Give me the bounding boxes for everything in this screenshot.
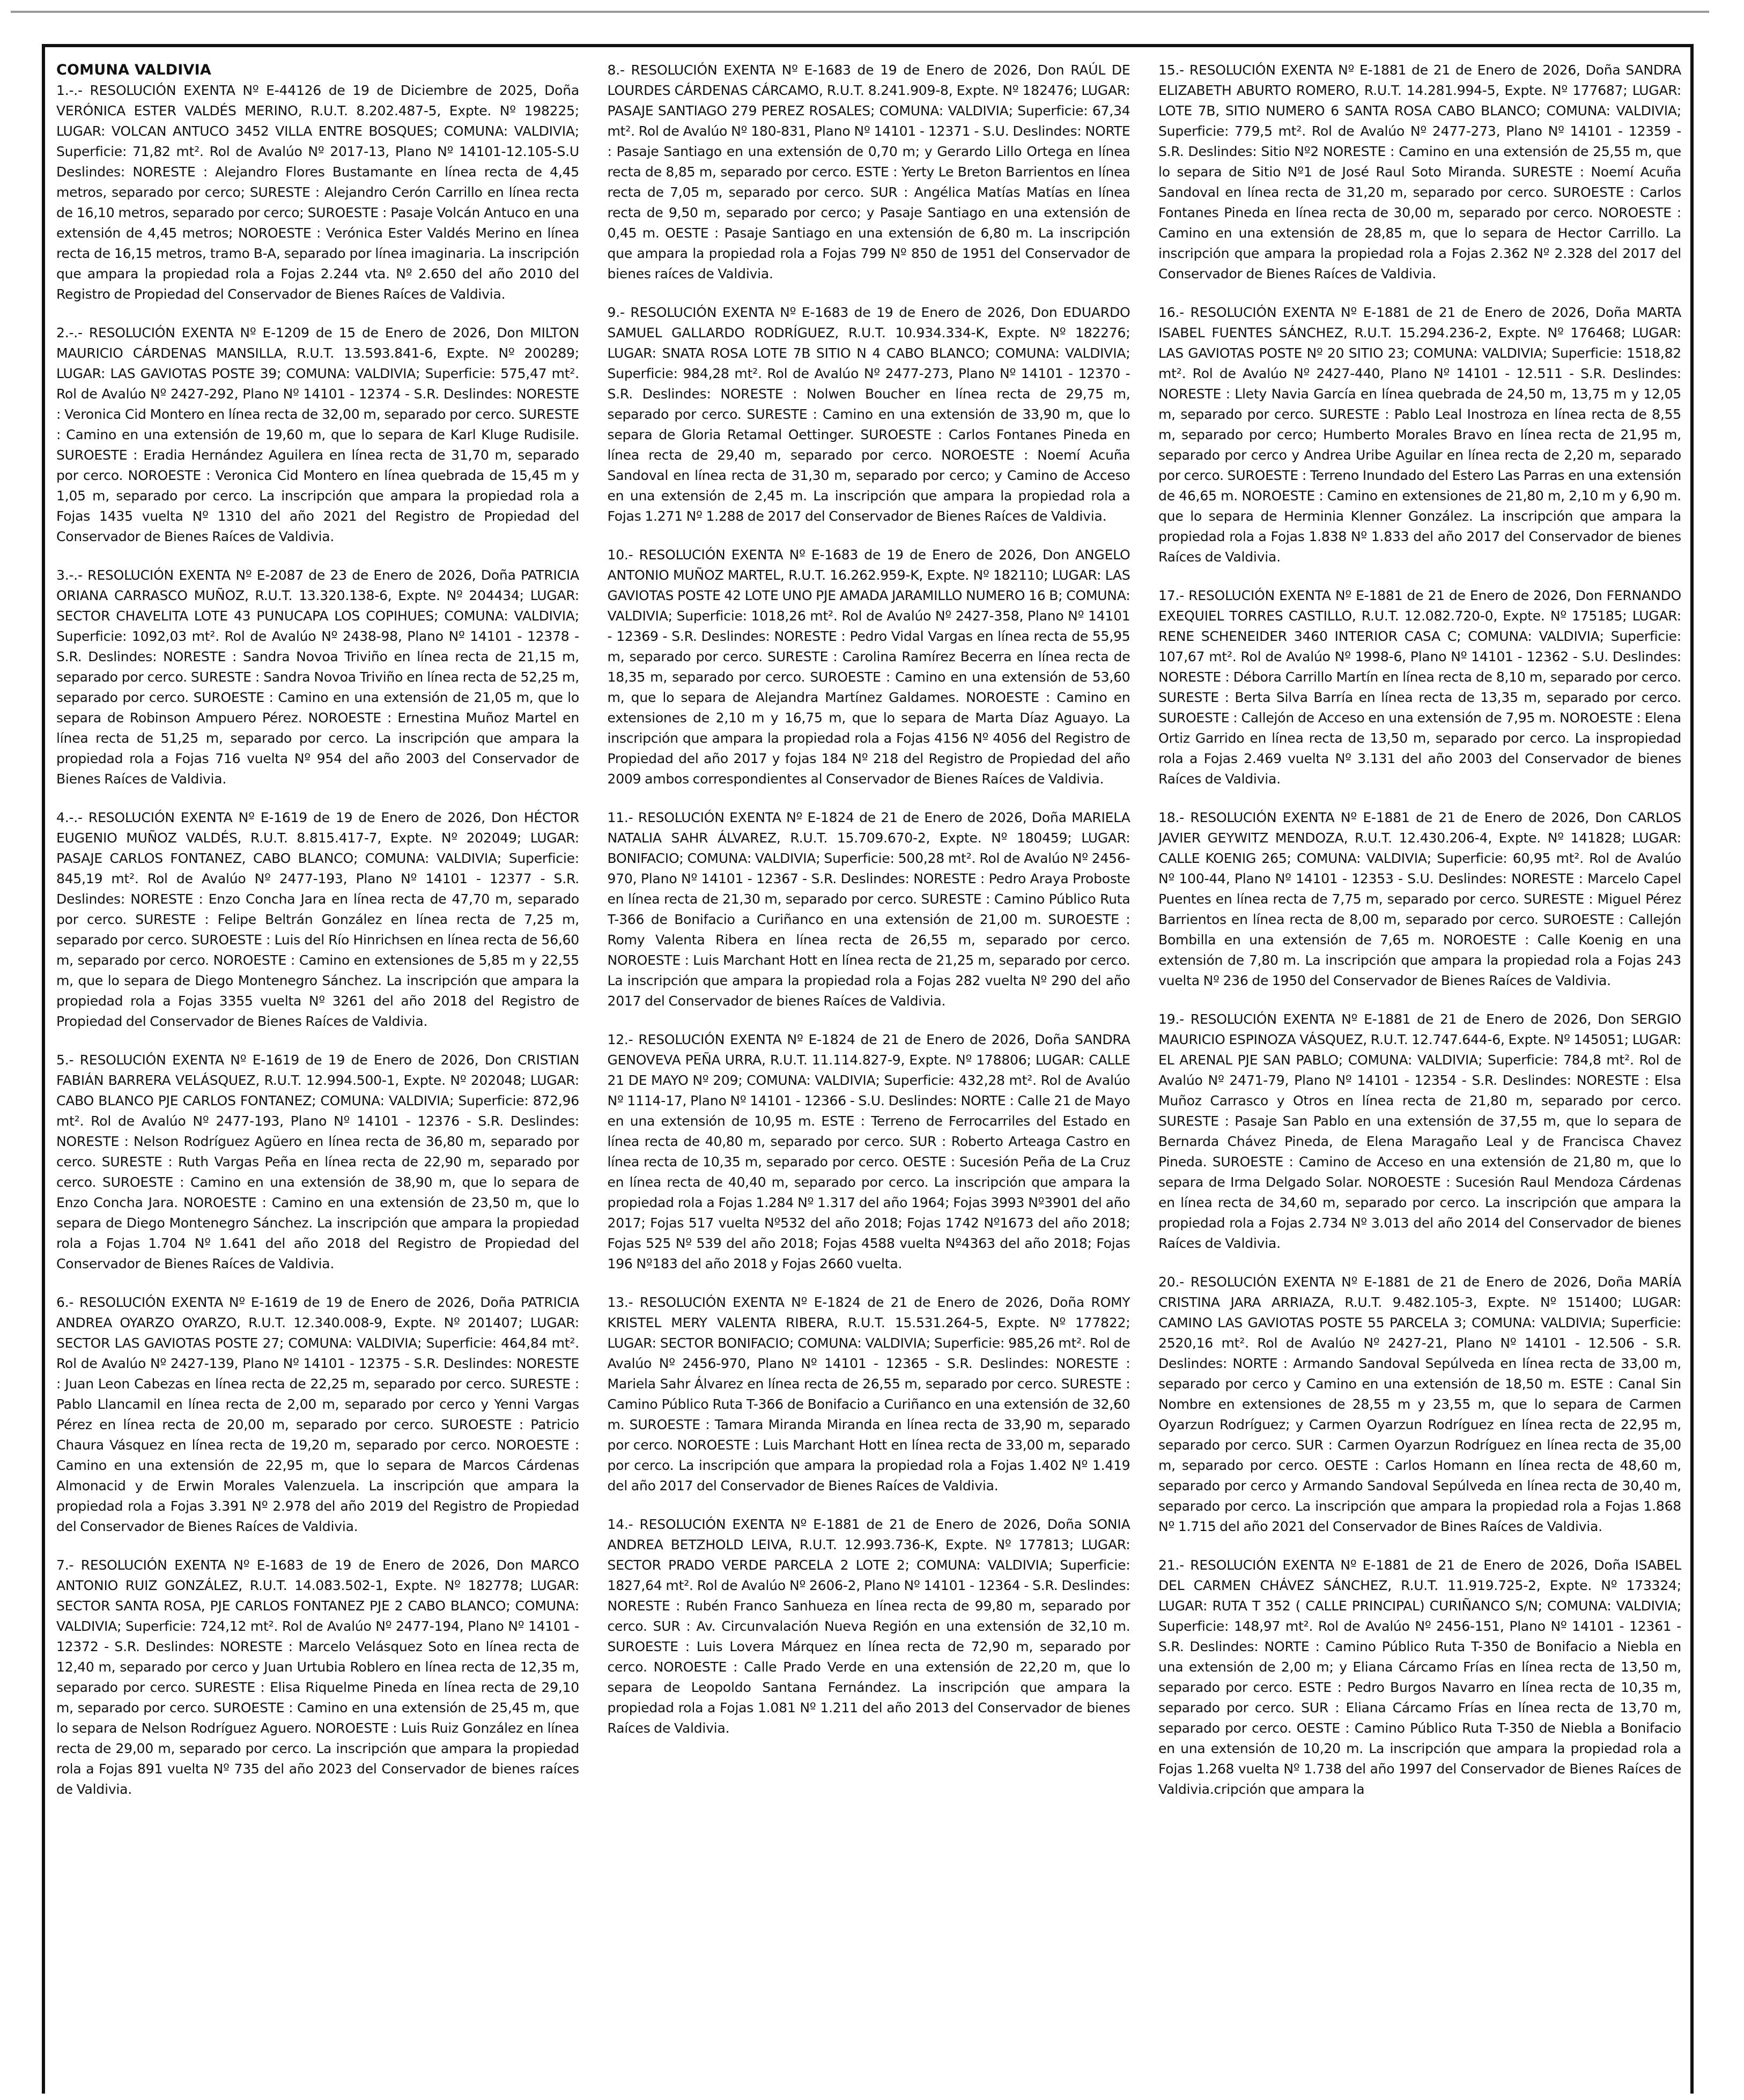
column-2 (608, 60, 1130, 2087)
resolution-entry: 6.- RESOLUCIÓN EXENTA Nº E-1619 de 19 de Enero de 2026, Doña PATRICIA ANDREA OYARZO OYARZO, R.U.T. 12.340.008-9, Expte. Nº 201407; LUGAR: SECTOR LAS GAVIOTAS POSTE 27; COMUNA: VALDIVIA; Superficie: 464,84 mt². Rol de Avalúo Nº 2427-139, Plano Nº 14101 - 12375 - S.R. Deslindes: NORESTE : Juan Leon Cabezas en línea recta de 22,25 m, separado por cerco. SURESTE : Pablo Llancamil en línea recta de 2,00 m, separado por cerco y Yenni Vargas Pérez en línea recta de 20,00 m, separado por cerco. SUROESTE : Patricio Chaura Vásquez en línea recta de 19,20 m, separado por cerco. NOROESTE : Camino en una extensión de 22,95 m, que lo separa de Marcos Cárdenas Almonacid y de Erwin Morales Valenzuela. La inscripción que ampara la propiedad rola a Fojas 3.391 Nº 2.978 del año 2019 del Registro de Propiedad del Conservador de Bienes Raíces de Valdivia. (56, 1295, 579, 1534)
resolution-entry: 19.- RESOLUCIÓN EXENTA Nº E-1881 de 21 de Enero de 2026, Don SERGIO MAURICIO ESPINOZA VÁSQUEZ, R.U.T. 12.747.644-6, Expte. Nº 145051; LUGAR: EL ARENAL PJE SAN PABLO; COMUNA: VALDIVIA; Superficie: 784,8 mt². Rol de Avalúo Nº 2471-79, Plano Nº 14101 - 12354 - S.R. Deslindes: NORESTE : Elsa Muñoz Carrasco y Otros en línea recta de 21,80 m, separado por cerco. SURESTE : Pasaje San Pablo en una extensión de 37,55 m, que lo separa de Bernarda Chávez Pineda, de Elena Maragaño Leal y de Francisca Chavez Pineda. SUROESTE : Camino de Acceso en una extensión de 21,80 m, que lo separa de Irma Delgado Solar. NOROESTE : Sucesión Raul Mendoza Cárdenas en línea recta de 34,60 m, separado por cerco. La inscripción que ampara la propiedad rola a Fojas 2.734 Nº 3.013 del año 2014 del Conservador de bienes Raíces de Valdivia. (1158, 1011, 1681, 1251)
resolution-entry: 20.- RESOLUCIÓN EXENTA Nº E-1881 de 21 de Enero de 2026, Doña MARÍA CRISTINA JARA ARRIAZA, R.U.T. 9.482.105-3, Expte. Nº 151400; LUGAR: CAMINO LAS GAVIOTAS POSTE 55 PARCELA 3; COMUNA: VALDIVIA; Superficie: 2520,16 mt². Rol de Avalúo Nº 2427-21, Plano Nº 14101 - 12.506 - S.R. Deslindes: NORTE : Armando Sandoval Sepúlveda en línea recta de 33,00 m, separado por cerco y Camino en una extensión de 18,50 m. ESTE : Canal Sin Nombre en extensiones de 28,55 m y 23,55 m, que lo separa de Carmen Oyarzun Rodríguez; y Carmen Oyarzun Rodríguez en línea recta de 22,95 m, separado por cerco. SUR : Carmen Oyarzun Rodríguez en línea recta de 35,00 m, separado por cerco. OESTE : Carlos Homann en línea recta de 48,60 m, separado por cerco y Armando Sandoval Sepúlveda en línea recta de 30,40 m, separado por cerco. La inscripción que ampara la propiedad rola a Fojas 1.868 Nº 1.715 del año 2021 del Conservador de Bines Raíces de Valdivia. (1158, 1274, 1681, 1534)
resolution-entry: 8.- RESOLUCIÓN EXENTA Nº E-1683 de 19 de Enero de 2026, Don RAÚL DE LOURDES CÁRDENAS CÁRCAMO, R.U.T. 8.241.909-8, Expte. Nº 182476; LUGAR: PASAJE SANTIAGO 279 PEREZ ROSALES; COMUNA: VALDIVIA; Superficie: 67,34 mt². Rol de Avalúo Nº 180-831, Plano Nº 14101 - 12371 - S.U. Deslindes: NORTE : Pasaje Santiago en una extensión de 0,70 m; y Gerardo Lillo Ortega en línea recta de 8,85 m, separado por cerco. ESTE : Yerty Le Breton Barrientos en línea recta de 7,05 m, separado por cerco. SUR : Angélica Matías Matías en línea recta de 9,50 m, separado por cerco; y Pasaje Santiago en una extensión de 0,45 m. OESTE : Pasaje Santiago en una extensión de 6,80 m. La inscripción que ampara la propiedad rola a Fojas 799 Nº 850 de 1951 del Conservador de bienes raíces de Valdivia. (607, 62, 1130, 282)
resolution-entry: 18.- RESOLUCIÓN EXENTA Nº E-1881 de 21 de Enero de 2026, Don CARLOS JAVIER GEYWITZ MENDOZA, R.U.T. 12.430.206-4, Expte. Nº 141828; LUGAR: CALLE KOENIG 265; COMUNA: VALDIVIA; Superficie: 60,95 mt². Rol de Avalúo Nº 100-44, Plano Nº 14101 - 12353 - S.U. Deslindes: NORESTE : Marcelo Capel Puentes en línea recta de 7,75 m, separado por cerco. SURESTE : Miguel Pérez Barrientos en línea recta de 8,00 m, separado por cerco. SUROESTE : Callejón Bombilla en una extensión de 7,65 m. NOROESTE : Calle Koenig en una extensión de 7,80 m. La inscripción que ampara la propiedad rola a Fojas 243 vuelta Nº 236 de 1950 del Conservador de Bienes Raíces de Valdivia. (1158, 810, 1681, 988)
resolution-entry: 13.- RESOLUCIÓN EXENTA Nº E-1824 de 21 de Enero de 2026, Doña ROMY KRISTEL MERY VALENTA RIBERA, R.U.T. 15.531.264-5, Expte. Nº 177822; LUGAR: SECTOR BONIFACIO; COMUNA: VALDIVIA; Superficie: 985,26 mt². Rol de Avalúo Nº 2456-970, Plano Nº 14101 - 12365 - S.R. Deslindes: NORESTE : Mariela Sahr Álvarez en línea recta de 26,55 m, separado por cerco. SURESTE : Camino Público Ruta T-366 de Bonifacio a Curiñanco en una extensión de 32,60 m. SUROESTE : Tamara Miranda Miranda en línea recta de 33,90 m, separado por cerco. NOROESTE : Luis Marchant Hott en línea recta de 33,00 m, separado por cerco. La inscripción que ampara la propiedad rola a Fojas 1.402 Nº 1.419 del año 2017 del Conservador de Bienes Raíces de Valdivia. (607, 1295, 1130, 1493)
resolution-entry: 21.- RESOLUCIÓN EXENTA Nº E-1881 de 21 de Enero de 2026, Doña ISABEL DEL CARMEN CHÁVEZ SÁNCHEZ, R.U.T. 11.919.725-2, Expte. Nº 173324; LUGAR: RUTA T 352 ( CALLE PRINCIPAL) CURIÑANCO S/N; COMUNA: VALDIVIA; Superficie: 148,97 mt². Rol de Avalúo Nº 2456-151, Plano Nº 14101 - 12361 - S.R. Deslindes: NORTE : Camino Público Ruta T-350 de Bonifacio a Niebla en una extensión de 2,00 m; y Eliana Cárcamo Frías en línea recta de 13,50 m, separado por cerco. ESTE : Pedro Burgos Navarro en línea recta de 10,35 m, separado por cerco. SUR : Eliana Cárcamo Frías en línea recta de 13,70 m, separado por cerco. OESTE : Camino Público Ruta T-350 de Niebla a Bonifacio en una extensión de 10,20 m. La inscripción que ampara la propiedad rola a Fojas 1.268 vuelta Nº 1.738 del año 1997 del Conservador de Bienes Raíces de Valdivia.cripción que ampara la (1158, 1557, 1681, 1797)
resolution-entry: 9.- RESOLUCIÓN EXENTA Nº E-1683 de 19 de Enero de 2026, Don EDUARDO SAMUEL GALLARDO RODRÍGUEZ, R.U.T. 10.934.334-K, Expte. Nº 182276; LUGAR: SNATA ROSA LOTE 7B SITIO N 4 CABO BLANCO; COMUNA: VALDIVIA; Superficie: 984,28 mt². Rol de Avalúo Nº 2477-273, Plano Nº 14101 - 12370 - S.R. Deslindes: NORESTE : Nolwen Boucher en línea recta de 29,75 m, separado por cerco. SURESTE : Camino en una extensión de 33,90 m, que lo separa de Gloria Retamal Oettinger. SUROESTE : Carlos Fontanes Pineda en línea recta de 29,40 m, separado por cerco. NOROESTE : Noemí Acuña Sandoval en línea recta de 31,30 m, separado por cerco; y Camino de Acceso en una extensión de 2,45 m. La inscripción que ampara la propiedad rola a Fojas 1.271 Nº 1.288 de 2017 del Conservador de Bienes Raíces de Valdivia. (607, 305, 1130, 524)
resolution-entry: 10.- RESOLUCIÓN EXENTA Nº E-1683 de 19 de Enero de 2026, Don ANGELO ANTONIO MUÑOZ MARTEL, R.U.T. 16.262.959-K, Expte. Nº 182110; LUGAR: LAS GAVIOTAS POSTE 42 LOTE UNO PJE AMADA JARAMILLO NUMERO 16 B; COMUNA: VALDIVIA; Superficie: 1018,26 mt². Rol de Avalúo Nº 2427-358, Plano Nº 14101 - 12369 - S.R. Deslindes: NORESTE : Pedro Vidal Vargas en línea recta de 55,95 m, separado por cerco. SURESTE : Carolina Ramírez Becerra en línea recta de 18,35 m, separado por cerco. SUROESTE : Camino en una extensión de 53,60 m, que lo separa de Alejandra Martínez Galdames. NOROESTE : Camino en extensiones de 2,10 m y 16,75 m, que lo separa de Marta Díaz Aguayo. La inscripción que ampara la propiedad rola a Fojas 4156 Nº 4056 del Registro de Propiedad del año 2017 y fojas 184 Nº 218 del Registro de Propiedad del año 2009 ambos correspondientes al Conservador de Bienes Raíces de Valdivia. (607, 547, 1130, 787)
resolution-entry: 11.- RESOLUCIÓN EXENTA Nº E-1824 de 21 de Enero de 2026, Doña MARIELA NATALIA SAHR ÁLVAREZ, R.U.T. 15.709.670-2, Expte. Nº 180459; LUGAR: BONIFACIO; COMUNA: VALDIVIA; Superficie: 500,28 mt². Rol de Avalúo Nº 2456-970, Plano Nº 14101 - 12367 - S.R. Deslindes: NORESTE : Pedro Araya Proboste en línea recta de 21,30 m, separado por cerco. SURESTE : Camino Público Ruta T-366 de Bonifacio a Curiñanco en una extensión de 21,00 m. SUROESTE : Romy Valenta Ribera en línea recta de 26,55 m, separado por cerco. NOROESTE : Luis Marchant Hott en línea recta de 21,25 m, separado por cerco. La inscripción que ampara la propiedad rola a Fojas 282 vuelta Nº 290 del año 2017 del Conservador de bienes Raíces de Valdivia. (607, 810, 1130, 1009)
top-rule (11, 11, 1709, 13)
resolution-entry: 12.- RESOLUCIÓN EXENTA Nº E-1824 de 21 de Enero de 2026, Doña SANDRA GENOVEVA PEÑA URRA, R.U.T. 11.114.827-9, Expte. Nº 178806; LUGAR: CALLE 21 DE MAYO Nº 209; COMUNA: VALDIVIA; Superficie: 432,28 mt². Rol de Avalúo Nº 1114-17, Plano Nº 14101 - 12366 - S.U. Deslindes: NORTE : Calle 21 de Mayo en una extensión de 10,95 m. ESTE : Terreno de Ferrocarriles del Estado en línea recta de 40,80 m, separado por cerco. SUR : Roberto Arteaga Castro en línea recta de 10,35 m, separado por cerco. OESTE : Sucesión Peña de La Cruz en línea recta de 40,40 m, separado por cerco. La inscripción que ampara la propiedad rola a Fojas 1.284 Nº 1.317 del año 1964; Fojas 3993 Nº3901 del año 2017; Fojas 517 vuelta Nº532 del año 2018; Fojas 1742 Nº1673 del año 2018; Fojas 525 Nº 539 del año 2018; Fojas 4588 vuelta Nº4363 del año 2018; Fojas 196 Nº183 del año 2018 y Fojas 2660 vuelta. (607, 1032, 1130, 1271)
resolution-entry: 17.- RESOLUCIÓN EXENTA Nº E-1881 de 21 de Enero de 2026, Don FERNANDO EXEQUIEL TORRES CASTILLO, R.U.T. 12.082.720-0, Expte. Nº 175185; LUGAR: RENE SCHENEIDER 3460 INTERIOR CASA C; COMUNA: VALDIVIA; Superficie: 107,67 mt². Rol de Avalúo Nº 1998-6, Plano Nº 14101 - 12362 - S.U. Deslindes: NORESTE : Débora Carrillo Martín en línea recta de 8,10 m, separado por cerco. SURESTE : Berta Silva Barría en línea recta de 13,35 m, separado por cerco. SUROESTE : Callejón de Acceso en una extensión de 7,95 m. NOROESTE : Elena Ortiz Garrido en línea recta de 13,50 m, separado por cerco. La inspropiedad rola a Fojas 2.469 vuelta Nº 3.131 del año 2003 del Conservador de bienes Raíces de Valdivia. (1158, 588, 1681, 787)
resolution-entry: 16.- RESOLUCIÓN EXENTA Nº E-1881 de 21 de Enero de 2026, Doña MARTA ISABEL FUENTES SÁNCHEZ, R.U.T. 15.294.236-2, Expte. Nº 176468; LUGAR: LAS GAVIOTAS POSTE Nº 20 SITIO 23; COMUNA: VALDIVIA; Superficie: 1518,82 mt². Rol de Avalúo Nº 2427-440, Plano Nº 14101 - 12.511 - S.R. Deslindes: NORESTE : Llety Navia García en línea quebrada de 24,50 m, 13,75 m y 12,05 m, separado por cerco. SURESTE : Pablo Leal Inostroza en línea recta de 8,55 m, separado por cerco; Humberto Morales Bravo en línea recta de 21,95 m, separado por cerco y Andrea Uribe Aguilar en línea recta de 2,20 m, separado por cerco. SUROESTE : Terreno Inundado del Estero Las Parras en una extensión de 46,65 m. NOROESTE : Camino en extensiones de 21,80 m, 2,10 m y 6,90 m. que lo separa de Herminia Klenner González. La inscripción que ampara la propiedad rola a Fojas 1.838 Nº 1.833 del año 2017 del Conservador de bienes Raíces de Valdivia. (1158, 305, 1681, 565)
resolution-entry: 15.- RESOLUCIÓN EXENTA Nº E-1881 de 21 de Enero de 2026, Doña SANDRA ELIZABETH ABURTO ROMERO, R.U.T. 14.281.994-5, Expte. Nº 177687; LUGAR: LOTE 7B, SITIO NUMERO 6 SANTA ROSA CABO BLANCO; COMUNA: VALDIVIA; Superficie: 779,5 mt². Rol de Avalúo Nº 2477-273, Plano Nº 14101 - 12359 - S.R. Deslindes: Sitio Nº2 NORESTE : Camino en una extensión de 25,55 m, que lo separa de Sitio Nº1 de José Raul Soto Miranda. SURESTE : Noemí Acuña Sandoval en línea recta de 31,20 m, separado por cerco. SUROESTE : Carlos Fontanes Pineda en línea recta de 30,00 m, separado por cerco. NOROESTE : Camino en una extensión de 28,85 m, que lo separa de Hector Carrillo. La inscripción que ampara la propiedad rola a Fojas 2.362 Nº 2.328 del 2017 del Conservador de Bienes Raíces de Valdivia. (1158, 62, 1681, 282)
section-title: COMUNA VALDIVIA (56, 62, 211, 78)
resolution-entry: 3.-.- RESOLUCIÓN EXENTA Nº E-2087 de 23 de Enero de 2026, Doña PATRICIA ORIANA CARRASCO MUÑOZ, R.U.T. 13.320.138-6, Expte. Nº 204434; LUGAR: SECTOR CHAVELITA LOTE 43 PUNUCAPA LOS COPIHUES; COMUNA: VALDIVIA; Superficie: 1092,03 mt². Rol de Avalúo Nº 2438-98, Plano Nº 14101 - 12378 - S.R. Deslindes: NORESTE : Sandra Novoa Triviño en línea recta de 21,15 m, separado por cerco. SURESTE : Sandra Novoa Triviño en línea recta de 52,25 m, separado por cerco. SUROESTE : Camino en una extensión de 21,05 m, que lo separa de Robinson Ampuero Pérez. NOROESTE : Ernestina Muñoz Martel en línea recta de 51,25 m, separado por cerco. La inscripción que ampara la propiedad rola a Fojas 716 vuelta Nº 954 del año 2003 del Conservador de Bienes Raíces de Valdivia. (56, 567, 579, 787)
column-1 (56, 60, 579, 2087)
notice-columns (56, 60, 1681, 2087)
resolution-entry: 2.-.- RESOLUCIÓN EXENTA Nº E-1209 de 15 de Enero de 2026, Don MILTON MAURICIO CÁRDENAS MANSILLA, R.U.T. 13.593.841-6, Expte. Nº 200289; LUGAR: LAS GAVIOTAS POSTE 39; COMUNA: VALDIVIA; Superficie: 575,47 mt². Rol de Avalúo Nº 2427-292, Plano Nº 14101 - 12374 - S.R. Deslindes: NORESTE : Veronica Cid Montero en línea recta de 32,00 m, separado por cerco. SURESTE : Camino en una extensión de 19,60 m, que lo separa de Karl Kluge Rudisile. SUROESTE : Eradia Hernández Aguilera en línea recta de 31,70 m, separado por cerco. NOROESTE : Veronica Cid Montero en línea quebrada de 15,45 m y 1,05 m, separado por cerco. La inscripción que ampara la propiedad rola a Fojas 1435 vuelta Nº 1310 del año 2021 del Registro de Propiedad del Conservador de Bienes Raíces de Valdivia. (56, 325, 579, 544)
resolution-entry: 1.-.- RESOLUCIÓN EXENTA Nº E-44126 de 19 de Diciembre de 2025, Doña VERÓNICA ESTER VALDÉS MERINO, R.U.T. 8.202.487-5, Expte. Nº 198225; LUGAR: VOLCAN ANTUCO 3452 VILLA ENTRE BOSQUES; COMUNA: VALDIVIA; Superficie: 71,82 mt². Rol de Avalúo Nº 2017-13, Plano Nº 14101-12.105-S.U Deslindes: NORESTE : Alejandro Flores Bustamante en línea recta de 4,45 metros, separado por cerco; SURESTE : Alejandro Cerón Carrillo en línea recta de 16,10 metros, separado por cerco; SUROESTE : Pasaje Volcán Antuco en una extensión de 4,45 metros; NOROESTE : Verónica Ester Valdés Merino en línea recta de 16,15 metros, tramo B-A, separado por línea imaginaria. La inscripción que ampara la propiedad rola a Fojas 2.244 vta. Nº 2.650 del año 2010 del Registro de Propiedad del Conservador de Bienes Raíces de Valdivia. (56, 83, 579, 302)
resolution-entry: 5.- RESOLUCIÓN EXENTA Nº E-1619 de 19 de Enero de 2026, Don CRISTIAN FABIÁN BARRERA VELÁSQUEZ, R.U.T. 12.994.500-1, Expte. Nº 202048; LUGAR: CABO BLANCO PJE CARLOS FONTANEZ; COMUNA: VALDIVIA; Superficie: 872,96 mt². Rol de Avalúo Nº 2477-193, Plano Nº 14101 - 12376 - S.R. Deslindes: NORESTE : Nelson Rodríguez Agüero en línea recta de 36,80 m, separado por cerco. SURESTE : Ruth Vargas Peña en línea recta de 22,90 m, separado por cerco. SUROESTE : Camino en una extensión de 38,90 m, que lo separa de Enzo Concha Jara. NOROESTE : Camino en una extensión de 23,50 m, que lo separa de Diego Montenegro Sánchez. La inscripción que ampara la propiedad rola a Fojas 1.704 Nº 1.641 del año 2018 del Registro de Propiedad del Conservador de Bienes Raíces de Valdivia. (56, 1052, 579, 1271)
resolution-entry: 7.- RESOLUCIÓN EXENTA Nº E-1683 de 19 de Enero de 2026, Don MARCO ANTONIO RUIZ GONZÁLEZ, R.U.T. 14.083.502-1, Expte. Nº 182778; LUGAR: SECTOR SANTA ROSA, PJE CARLOS FONTANEZ PJE 2 CABO BLANCO; COMUNA: VALDIVIA; Superficie: 724,12 mt². Rol de Avalúo Nº 2477-194, Plano Nº 14101 - 12372 - S.R. Deslindes: NORESTE : Marcelo Velásquez Soto en línea recta de 12,40 m, separado por cerco y Juan Urtubia Roblero en línea recta de 12,35 m, separado por cerco. SURESTE : Elisa Riquelme Pineda en línea recta de 29,10 m, separado por cerco. SUROESTE : Camino en una extensión de 25,45 m, que lo separa de Nelson Rodríguez Aguero. NOROESTE : Luis Ruiz González en línea recta de 29,00 m, separado por cerco. La inscripción que ampara la propiedad rola a Fojas 891 vuelta Nº 735 del año 2023 del Conservador de bienes raíces de Valdivia. (56, 1557, 579, 1797)
resolution-entry: 14.- RESOLUCIÓN EXENTA Nº E-1881 de 21 de Enero de 2026, Doña SONIA ANDREA BETZHOLD LEIVA, R.U.T. 12.993.736-K, Expte. Nº 177813; LUGAR: SECTOR PRADO VERDE PARCELA 2 LOTE 2; COMUNA: VALDIVIA; Superficie: 1827,64 mt². Rol de Avalúo Nº 2606-2, Plano Nº 14101 - 12364 - S.R. Deslindes: NORESTE : Rubén Franco Sanhueza en línea recta de 99,80 m, separado por cerco. SUR : Av. Circunvalación Nueva Región en una extensión de 32,10 m. SUROESTE : Luis Lovera Márquez en línea recta de 72,90 m, separado por cerco. NOROESTE : Calle Prado Verde en una extensión de 22,20 m, que lo separa de Leopoldo Santana Fernández. La inscripción que ampara la propiedad rola a Fojas 1.081 Nº 1.211 del año 2013 del Conservador de bienes Raíces de Valdivia. (607, 1517, 1130, 1736)
column-3 (1158, 60, 1681, 2087)
resolution-entry: 4.-.- RESOLUCIÓN EXENTA Nº E-1619 de 19 de Enero de 2026, Don HÉCTOR EUGENIO MUÑOZ VALDÉS, R.U.T. 8.815.417-7, Expte. Nº 202049; LUGAR: PASAJE CARLOS FONTANEZ, CABO BLANCO; COMUNA: VALDIVIA; Superficie: 845,19 mt². Rol de Avalúo Nº 2477-193, Plano Nº 14101 - 12377 - S.R. Deslindes: NORESTE : Enzo Concha Jara en línea recta de 47,70 m, separado por cerco. SURESTE : Felipe Beltrán González en línea recta de 7,25 m, separado por cerco. SUROESTE : Luis del Río Hinrichsen en línea recta de 56,60 m, separado por cerco. NOROESTE : Camino en extensiones de 5,85 m y 22,55 m, que lo separa de Diego Montenegro Sánchez. La inscripción que ampara la propiedad rola a Fojas 3355 vuelta Nº 3261 del año 2018 del Registro de Propiedad del Conservador de Bienes Raíces de Valdivia. (56, 810, 579, 1029)
